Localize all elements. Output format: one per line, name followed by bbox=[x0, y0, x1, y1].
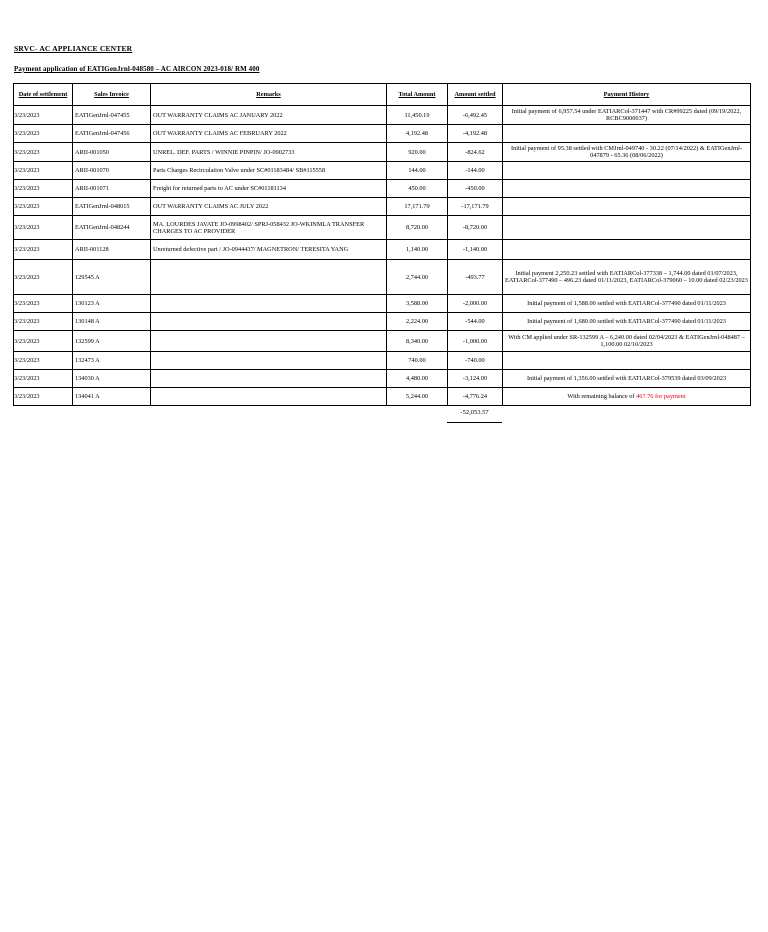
cell-invoice: 132473 A bbox=[73, 352, 151, 370]
cell-remarks bbox=[151, 313, 387, 331]
cell-settled: -544.00 bbox=[448, 313, 503, 331]
table-row bbox=[14, 143, 751, 162]
cell-settled: -3,124.00 bbox=[448, 370, 503, 388]
cell-settled: -6,492.45 bbox=[448, 106, 503, 125]
cell-total: 3,588.00 bbox=[387, 295, 448, 313]
table-header-row bbox=[14, 84, 751, 106]
cell-settled: -4,776.24 bbox=[448, 388, 503, 406]
cell-remarks bbox=[151, 370, 387, 388]
cell-remarks: UNREL. DEF. PARTS / WINNIE PINPIN/ JO-0902733 bbox=[151, 143, 387, 162]
col-header-invoice: Sales Invoice bbox=[73, 84, 151, 106]
table-row bbox=[14, 180, 751, 198]
cell-history bbox=[503, 125, 751, 143]
cell-remarks: OUT WARRANTY CLAIMS AC JULY 2022 bbox=[151, 198, 387, 216]
history-text-post: for payment bbox=[653, 393, 686, 400]
cell-invoice: ARII-001050 bbox=[73, 143, 151, 162]
cell-total: 8,340.00 bbox=[387, 331, 448, 352]
table-row bbox=[14, 125, 751, 143]
cell-invoice: 130123 A bbox=[73, 295, 151, 313]
history-text-pre: With remaining balance of bbox=[567, 393, 637, 400]
cell-remarks: MA. LOURDES JAVATE JO-0998402/ SPRJ-058432 JO-WKINMLA TRANSFER CHARGES TO AC PROVIDER bbox=[151, 216, 387, 240]
cell-remarks bbox=[151, 388, 387, 406]
cell-remarks: Parts Charges Recirculation Valve under SC#01183484/ SB#115558 bbox=[151, 162, 387, 180]
cell-remarks: Unreturned defective part / JO-0944437/ MAGNETRON/ TERESITA YANG bbox=[151, 240, 387, 260]
cell-total: 4,192.48 bbox=[387, 125, 448, 143]
table-row bbox=[14, 162, 751, 180]
col-header-history: Payment History bbox=[503, 84, 751, 106]
cell-total: 11,450.19 bbox=[387, 106, 448, 125]
cell-history bbox=[503, 162, 751, 180]
cell-settled: -17,171.79 bbox=[448, 198, 503, 216]
cell-remarks bbox=[151, 352, 387, 370]
table-row bbox=[14, 216, 751, 240]
total-underline bbox=[447, 422, 502, 423]
cell-history: Initial payment of 1,356.00 settled with EATIARCol-379539 dated 03/09/2023 bbox=[503, 370, 751, 388]
cell-settled: -144.00 bbox=[448, 162, 503, 180]
table-row bbox=[14, 198, 751, 216]
cell-date: 3/23/2023 bbox=[14, 180, 73, 198]
cell-invoice: EATIGenJrnl-047456 bbox=[73, 125, 151, 143]
col-header-settled: Amount settled bbox=[448, 84, 503, 106]
col-header-remarks: Remarks bbox=[151, 84, 387, 106]
cell-date: 3/23/2023 bbox=[14, 240, 73, 260]
cell-settled: -450.00 bbox=[448, 180, 503, 198]
cell-invoice: EATIGenJrnl-048015 bbox=[73, 198, 151, 216]
cell-remarks: OUT WARRANTY CLAIMS AC JANUARY 2022 bbox=[151, 106, 387, 125]
company-title: SRVC- AC APPLIANCE CENTER bbox=[14, 44, 133, 53]
cell-invoice: 132599 A bbox=[73, 331, 151, 352]
cell-date: 3/23/2023 bbox=[14, 106, 73, 125]
cell-remarks bbox=[151, 331, 387, 352]
cell-history bbox=[503, 240, 751, 260]
cell-total: 4,480.00 bbox=[387, 370, 448, 388]
cell-date: 3/23/2023 bbox=[14, 198, 73, 216]
cell-settled: -740.00 bbox=[448, 352, 503, 370]
cell-settled: -1,000.00 bbox=[448, 331, 503, 352]
cell-remarks bbox=[151, 295, 387, 313]
cell-invoice: ARII-001128 bbox=[73, 240, 151, 260]
total-settled-value: -52,053.57 bbox=[460, 409, 489, 416]
cell-history bbox=[503, 180, 751, 198]
remaining-balance-amount: 467.76 bbox=[636, 393, 654, 400]
table-row bbox=[14, 313, 751, 331]
cell-total: 450.00 bbox=[387, 180, 448, 198]
table-row bbox=[14, 352, 751, 370]
cell-invoice: 134041 A bbox=[73, 388, 151, 406]
cell-date: 3/23/2023 bbox=[14, 216, 73, 240]
cell-invoice: EATIGenJrnl-047455 bbox=[73, 106, 151, 125]
cell-total: 5,244.00 bbox=[387, 388, 448, 406]
col-header-total: Total Amount bbox=[387, 84, 448, 106]
settlement-table bbox=[13, 83, 751, 406]
table-row bbox=[14, 106, 751, 125]
cell-total: 144.00 bbox=[387, 162, 448, 180]
cell-history bbox=[503, 352, 751, 370]
cell-history bbox=[503, 388, 751, 406]
cell-remarks bbox=[151, 260, 387, 295]
table-row bbox=[14, 240, 751, 260]
cell-total: 740.00 bbox=[387, 352, 448, 370]
cell-remarks: OUT WARRANTY CLAIMS AC FEBRUARY 2022 bbox=[151, 125, 387, 143]
table-row bbox=[14, 295, 751, 313]
cell-history: Initial payment of 1,588.00 settled with EATIARCol-377490 dated 01/11/2023 bbox=[503, 295, 751, 313]
cell-date: 3/23/2023 bbox=[14, 295, 73, 313]
table-row bbox=[14, 370, 751, 388]
table-row bbox=[14, 331, 751, 352]
cell-date: 3/23/2023 bbox=[14, 388, 73, 406]
cell-history: With CM applied under SR-132599 A – 6,240.00 dated 02/04/2023 & EATIGenJrnl-048487 – 1,100.00 02/10/2023 bbox=[503, 331, 751, 352]
cell-history: Initial payment of 95.38 settled with CMJrnl-049740 - 30.22 (07/14/2022) & EATIGenJrnl-047879 - 65.36 (08/06/2022) bbox=[503, 143, 751, 162]
cell-date: 3/23/2023 bbox=[14, 125, 73, 143]
cell-settled: -2,000.00 bbox=[448, 295, 503, 313]
cell-invoice: ARII-001070 bbox=[73, 162, 151, 180]
cell-history bbox=[503, 198, 751, 216]
cell-settled: -824.62 bbox=[448, 143, 503, 162]
cell-settled: -1,140.00 bbox=[448, 240, 503, 260]
cell-settled: -4,192.48 bbox=[448, 125, 503, 143]
cell-date: 3/23/2023 bbox=[14, 260, 73, 295]
cell-history: Initial payment of 1,680.00 settled with EATIARCol-377490 dated 01/11/2023 bbox=[503, 313, 751, 331]
col-header-date: Date of settlement bbox=[14, 84, 73, 106]
cell-total: 920.00 bbox=[387, 143, 448, 162]
cell-date: 3/23/2023 bbox=[14, 370, 73, 388]
cell-invoice: ARII-001071 bbox=[73, 180, 151, 198]
cell-settled: -493.77 bbox=[448, 260, 503, 295]
cell-total: 2,224.00 bbox=[387, 313, 448, 331]
cell-history bbox=[503, 216, 751, 240]
cell-total: 2,744.00 bbox=[387, 260, 448, 295]
cell-date: 3/23/2023 bbox=[14, 143, 73, 162]
cell-date: 3/23/2023 bbox=[14, 162, 73, 180]
table-row bbox=[14, 260, 751, 295]
table-row bbox=[14, 388, 751, 406]
cell-settled: -8,720.00 bbox=[448, 216, 503, 240]
cell-date: 3/23/2023 bbox=[14, 331, 73, 352]
cell-date: 3/23/2023 bbox=[14, 313, 73, 331]
cell-total: 1,140.00 bbox=[387, 240, 448, 260]
cell-history: Initial payment of 6,957.54 under EATIARCol-371447 with CR#99225 dated (09/19/2022, RCBC9000037) bbox=[503, 106, 751, 125]
cell-total: 17,171.79 bbox=[387, 198, 448, 216]
cell-invoice: 130148 A bbox=[73, 313, 151, 331]
cell-total: 8,720.00 bbox=[387, 216, 448, 240]
cell-history: Initial payment 2,250.23 settled with EATIARCol-377338 – 1,744.00 dated 01/07/2023, EATIARCol-377490 – 496.23 dated 01/11/2023, EATIARCol-379060 – 10.00 dated 02/23/2023 bbox=[503, 260, 751, 295]
cell-date: 3/23/2023 bbox=[14, 352, 73, 370]
cell-invoice: 129545 A bbox=[73, 260, 151, 295]
payment-subtitle: Payment application of EATIGenJrnl-048580 – AC AIRCON 2023-018/ RM 400 bbox=[14, 65, 260, 73]
cell-remarks: Freight for returned parts to AC under SC#01181134 bbox=[151, 180, 387, 198]
cell-invoice: 134030 A bbox=[73, 370, 151, 388]
cell-invoice: EATIGenJrnl-048244 bbox=[73, 216, 151, 240]
